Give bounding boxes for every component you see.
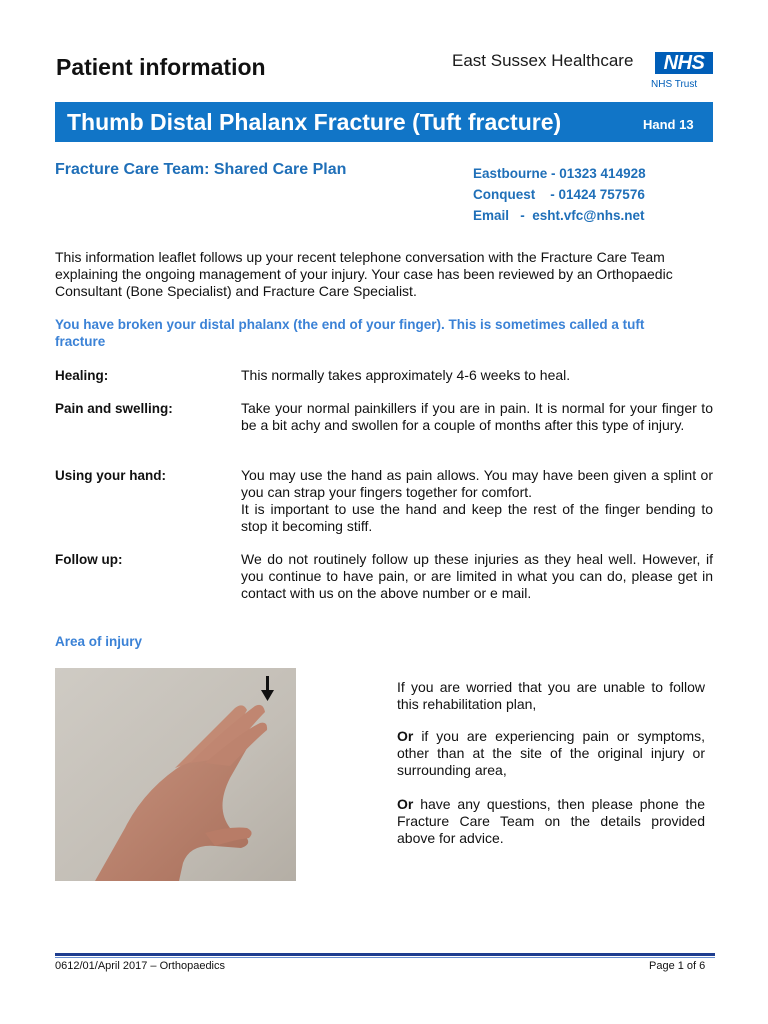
section-text-pain xyxy=(241,400,713,434)
section-text-healing xyxy=(241,367,713,384)
banner-title: Thumb Distal Phalanx Fracture (Tuft fracture) xyxy=(67,109,562,135)
section-label-follow-up: Follow up: xyxy=(55,552,123,567)
section-text-follow-up xyxy=(241,551,713,602)
advice-text: if you are experiencing pain or symptoms, other than at the site of the original injury or surrounding area, xyxy=(397,728,705,778)
title-banner xyxy=(55,102,713,142)
section-label-using-hand: Using your hand: xyxy=(55,468,166,483)
footer-rule-thin xyxy=(55,957,715,958)
trust-name: East Sussex Healthcare xyxy=(452,51,634,70)
advice-paragraph-1: If you are worried that you are unable to follow this rehabilitation plan, xyxy=(397,679,705,712)
section-paragraph: We do not routinely follow up these injuries as they heal well. However, if you continue to have pain, or are limited in what you can do, please get in contact with us on the above number or e mail. xyxy=(241,551,713,601)
leaflet-code: Hand 13 xyxy=(643,117,694,132)
section-paragraph: You may use the hand as pain allows. You may have been given a splint or you can strap your fingers together for comfort. xyxy=(241,467,713,500)
section-paragraph: This normally takes approximately 4-6 weeks to heal. xyxy=(241,367,571,383)
intro-paragraph: This information leaflet follows up your recent telephone conversation with the Fracture Care Team explaining the ongoing management of your injury. Your case has been reviewed by an Orthopaedic Consultant (Bone Specialist) and Fracture Care Specialist. xyxy=(55,249,673,299)
page-number: Page 1 of 6 xyxy=(649,960,706,972)
nhs-logo: NHS xyxy=(655,52,713,74)
care-plan-subtitle: Fracture Care Team: Shared Care Plan xyxy=(55,161,347,178)
section-label-healing: Healing: xyxy=(55,368,109,383)
advice-paragraph-3 xyxy=(397,796,705,847)
trust-subtitle: NHS Trust xyxy=(651,79,698,90)
page-title: Patient information xyxy=(56,54,266,80)
contact-conquest: Conquest - 01424 757576 xyxy=(473,187,645,202)
footer-rule xyxy=(55,953,715,956)
advice-paragraph-2 xyxy=(397,728,705,779)
area-of-injury-heading: Area of injury xyxy=(55,634,143,649)
document-reference: 0612/01/April 2017 – Orthopaedics xyxy=(55,960,226,972)
diagnosis-highlight: You have broken your distal phalanx (the end of your finger). This is sometimes called a tuft fracture xyxy=(55,317,645,349)
section-label-pain: Pain and swelling: xyxy=(55,401,173,416)
section-paragraph: Take your normal painkillers if you are in pain. It is normal for your finger to be a bit achy and swollen for a couple of months after this type of injury. xyxy=(241,400,713,433)
advice-lead: Or xyxy=(397,796,414,812)
advice-lead: Or xyxy=(397,728,414,744)
injury-photo xyxy=(55,668,296,881)
contact-details xyxy=(473,163,646,226)
hand-illustration xyxy=(55,668,296,881)
contact-email[interactable]: Email - esht.vfc@nhs.net xyxy=(473,208,645,223)
section-paragraph: It is important to use the hand and keep the rest of the finger bending to stop it becoming stiff. xyxy=(241,501,713,534)
contact-eastbourne: Eastbourne - 01323 414928 xyxy=(473,166,646,181)
section-text-using-hand xyxy=(241,467,713,535)
advice-text: have any questions, then please phone the Fracture Care Team on the details provided above for advice. xyxy=(397,796,705,846)
